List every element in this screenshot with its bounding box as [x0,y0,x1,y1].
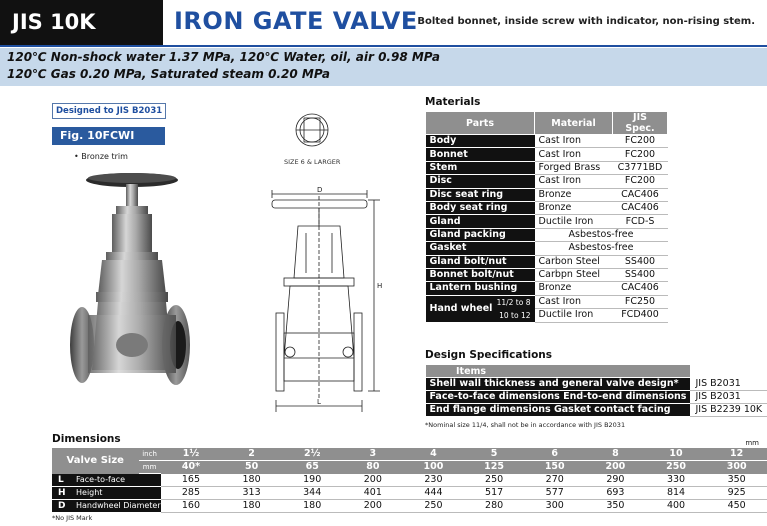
part-spec: SS400 [613,268,668,281]
dimension-value: 401 [343,487,404,500]
part-name: Bonnet bolt/nut [426,268,535,281]
part-material: Ductile Iron [535,309,613,323]
materials-row [426,242,668,255]
dimension-label [52,474,161,487]
part-name: Disc seat ring [426,188,535,201]
part-spec: FC200 [613,135,668,148]
design-row [426,404,767,417]
dimension-row-height [52,487,767,500]
rating-line-2: 120℃ Gas 0.20 MPa, Saturated steam 0.20 MPa [7,67,330,81]
design-value: JIS B2031 [690,391,767,404]
handwheel-cell [426,295,535,322]
design-value: JIS B2239 10K [690,404,767,417]
dimension-value: 517 [464,487,525,500]
dimension-value: 313 [221,487,282,500]
design-item: Face-to-face dimensions End-to-end dimensions [426,391,691,404]
dimension-value: 350 [585,500,646,513]
dimension-l-label: L [317,398,321,406]
part-name: Gland packing [426,228,535,241]
materials-header-material: Material [535,112,613,135]
materials-row [426,215,668,228]
size-mm: 250 [646,461,707,474]
rating-line-1: 120℃ Non-shock water 1.37 MPa, 120℃ Water, oil, air 0.98 MPa [7,50,440,64]
dimension-h-label: H [377,282,383,290]
dimension-key: L [58,475,64,485]
part-spec: FCD-S [613,215,668,228]
dimension-name: Face-to-face [76,475,126,484]
part-material: Cast Iron [535,175,613,188]
dimension-name: Handwheel Diameter [76,501,161,510]
materials-row-handwheel [426,295,668,309]
materials-header-spec: JIS Spec. [613,112,668,135]
page-title: IRON GATE VALVE [174,7,418,35]
trim-note: • Bronze trim [74,152,128,161]
valve-photo [68,170,193,410]
dimension-value: 250 [464,474,525,487]
part-name: Lantern bushing [426,282,535,295]
dimensions-title: Dimensions [52,433,121,445]
header [0,0,767,45]
materials-header-parts: Parts [426,112,535,135]
design-row [426,378,767,391]
dimension-value: 190 [282,474,343,487]
size-inch: 4 [403,448,464,461]
materials-table [425,111,668,323]
materials-title: Materials [425,96,481,108]
dimension-value: 450 [706,500,767,513]
dimension-key: H [58,488,66,498]
size-inch: 6 [524,448,585,461]
part-material: Forged Brass [535,161,613,174]
dimensions-size-inch-row [52,448,767,461]
part-spec: FC250 [613,295,668,309]
dimensions-size-mm-row [52,461,767,474]
part-spec: C3771BD [613,161,668,174]
dimension-value: 200 [343,474,404,487]
size-mm: 65 [282,461,343,474]
dimension-value: 693 [585,487,646,500]
dimension-value: 814 [646,487,707,500]
inch-unit-label: inch [139,448,161,461]
dimension-value: 925 [706,487,767,500]
part-spec: FCD400 [613,309,668,323]
dimension-value: 330 [646,474,707,487]
valve-dimension-drawing [262,108,392,418]
part-material: Bronze [535,282,613,295]
dimension-value: 400 [646,500,707,513]
part-material: Cast Iron [535,295,613,309]
part-name: Hand wheel [429,302,493,314]
dimensions-table [52,448,767,513]
size-mm: 80 [343,461,404,474]
size-mm: 300 [706,461,767,474]
size-mm: 150 [524,461,585,474]
dimension-value: 180 [221,500,282,513]
part-name: Bonnet [426,148,535,161]
size-inch: 10 [646,448,707,461]
dimension-value: 300 [524,500,585,513]
materials-row [426,175,668,188]
design-footnote: *Nominal size 11/4, shall not be in accordance with JIS B2031 [425,421,626,429]
size-inch: 8 [585,448,646,461]
dimension-value: 180 [221,474,282,487]
size-inch: 2½ [282,448,343,461]
design-item: Shell wall thickness and general valve design* [426,378,691,391]
dimension-value: 230 [403,474,464,487]
dimension-row-face-to-face [52,474,767,487]
mm-unit-label: mm [139,461,161,474]
size-mm: 100 [403,461,464,474]
size-mm: 125 [464,461,525,474]
part-name: Disc [426,175,535,188]
design-row [426,391,767,404]
dimension-value: 344 [282,487,343,500]
part-spec: FC200 [613,148,668,161]
size-mm: 40* [161,461,222,474]
size-inch: 12 [706,448,767,461]
dimension-value: 165 [161,474,222,487]
ratings-band [0,48,767,86]
size-inch: 5 [464,448,525,461]
materials-row [426,161,668,174]
dimension-d-label: D [317,186,323,194]
size-inch: 1½ [161,448,222,461]
handwheel-size-range: 10 to 12 [499,310,531,320]
standard-code: JIS 10K [0,0,163,45]
dimension-value: 250 [403,500,464,513]
dimension-value: 160 [161,500,222,513]
part-material: Bronze [535,188,613,201]
part-material: Carbon Steel [535,255,613,268]
materials-row [426,282,668,295]
part-material: Cast Iron [535,135,613,148]
dimension-label [52,500,161,513]
header-divider [0,45,767,47]
part-name: Body seat ring [426,201,535,214]
part-material: Asbestos-free [535,228,668,241]
dimension-value: 280 [464,500,525,513]
figure-number: Fig. 10FCWI [52,127,165,145]
part-name: Gland [426,215,535,228]
dimension-value: 200 [343,500,404,513]
size-inch: 2 [221,448,282,461]
materials-row [426,201,668,214]
materials-row [426,148,668,161]
size-mm: 50 [221,461,282,474]
part-material: Cast Iron [535,148,613,161]
dimension-key: D [58,501,66,511]
handwheel-size-range: 11/2 to 8 [496,297,531,307]
dimension-value: 270 [524,474,585,487]
size-label: SIZE 6 & LARGER [284,158,341,166]
materials-row [426,255,668,268]
part-spec: CAC406 [613,188,668,201]
part-name: Stem [426,161,535,174]
design-value: JIS B2031 [690,378,767,391]
size-inch: 3 [343,448,404,461]
part-spec: FC200 [613,175,668,188]
dimension-label [52,487,161,500]
part-spec: SS400 [613,255,668,268]
design-title: Design Specifications [425,349,553,361]
dimension-name: Height [76,488,103,497]
designed-to-badge: Designed to JIS B2031 [52,103,166,119]
dimension-value: 577 [524,487,585,500]
dimensions-footnote: *No JIS Mark [52,514,93,522]
valve-size-label: Valve Size [52,448,139,474]
page-subtitle: Bolted bonnet, inside screw with indicator, non-rising stem. [417,16,755,27]
materials-row [426,228,668,241]
part-material: Carbpn Steel [535,268,613,281]
dimension-value: 290 [585,474,646,487]
dimension-value: 350 [706,474,767,487]
part-name: Gasket [426,242,535,255]
size-mm: 200 [585,461,646,474]
part-material: Bronze [535,201,613,214]
dimension-row-handwheel-diameter [52,500,767,513]
materials-row [426,188,668,201]
dimensions-unit: mm [745,439,759,447]
part-spec: CAC406 [613,201,668,214]
materials-row [426,135,668,148]
part-material: Ductile Iron [535,215,613,228]
materials-row [426,268,668,281]
part-name: Body [426,135,535,148]
part-spec: CAC406 [613,282,668,295]
design-header-items: Items [426,365,691,378]
dimension-value: 180 [282,500,343,513]
dimension-value: 285 [161,487,222,500]
dimension-value: 444 [403,487,464,500]
design-item: End flange dimensions Gasket contact facing [426,404,691,417]
design-spec-table [425,364,767,417]
part-name: Gland bolt/nut [426,255,535,268]
part-material: Asbestos-free [535,242,668,255]
